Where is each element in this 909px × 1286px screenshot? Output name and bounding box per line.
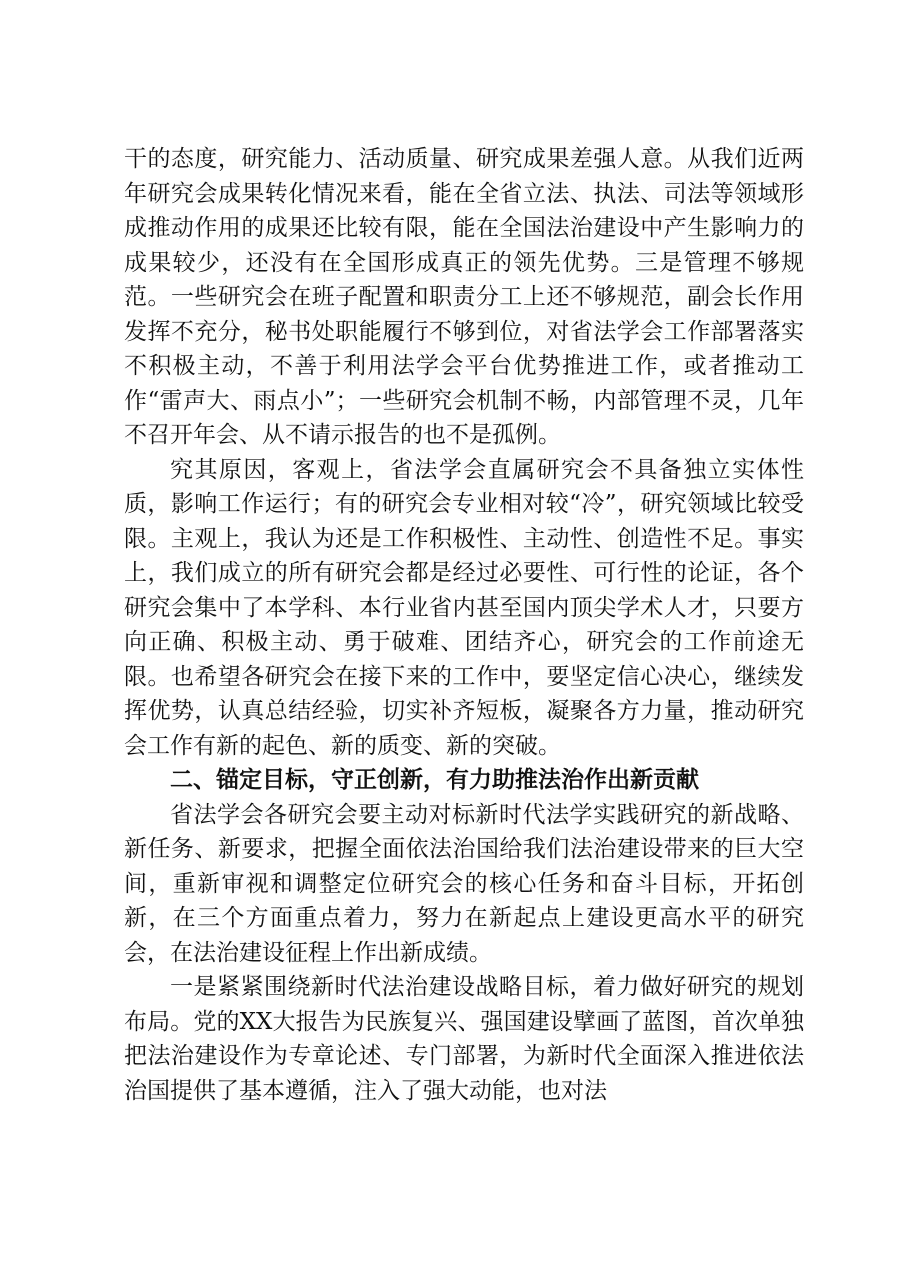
paragraph-3: 省法学会各研究会要主动对标新时代法学实践研究的新战略、新任务、新要求，把握全面依法治国给我们法治建设带来的巨大空间，重新审视和调整定位研究会的核心任务和奋斗目标，开拓创新，在三个方面重点着力，努力在新起点上建设更高水平的研究会，在法治建设征程上作出新成绩。 — [124, 801, 804, 966]
document-body — [124, 142, 804, 1108]
paragraph-2: 究其原因，客观上，省法学会直属研究会不具备独立实体性质，影响工作运行；有的研究会专业相对较“冷”，研究领域比较受限。主观上，我认为还是工作积极性、主动性、创造性不足。事实上，我们成立的所有研究会都是经过必要性、可行性的论证，各个研究会集中了本学科、本行业省内甚至国内顶尖学术人才，只要方向正确、积极主动、勇于破难、团结齐心，研究会的工作前途无限。也希望各研究会在接下来的工作中，要坚定信心决心，继续发挥优势，认真总结经验，切实补齐短板，凝聚各方力量，推动研究会工作有新的起色、新的质变、新的突破。 — [124, 456, 804, 759]
section-heading: 二、锚定目标，守正创新，有力助推法治作出新贡献 — [170, 767, 699, 793]
paragraph-1: 干的态度，研究能力、活动质量、研究成果差强人意。从我们近两年研究会成果转化情况来看，能在全省立法、执法、司法等领域形成推动作用的成果还比较有限，能在全国法治建设中产生影响力的成果较少，还没有在全国形成真正的领先优势。三是管理不够规范。一些研究会在班子配置和职责分工上还不够规范，副会长作用发挥不充分，秘书处职能履行不够到位，对省法学会工作部署落实不积极主动，不善于利用法学会平台优势推进工作，或者推动工作“雷声大、雨点小”；一些研究会机制不畅，内部管理不灵，几年不召开年会、从不请示报告的也不是孤例。 — [124, 146, 804, 448]
paragraph-4: 一是紧紧围绕新时代法治建设战略目标，着力做好研究的规划布局。党的XX大报告为民族复兴、强国建设擘画了蓝图，首次单独把法治建设作为专章论述、专门部署，为新时代全面深入推进依法治国提供了基本遵循，注入了强大动能，也对法 — [124, 974, 804, 1104]
